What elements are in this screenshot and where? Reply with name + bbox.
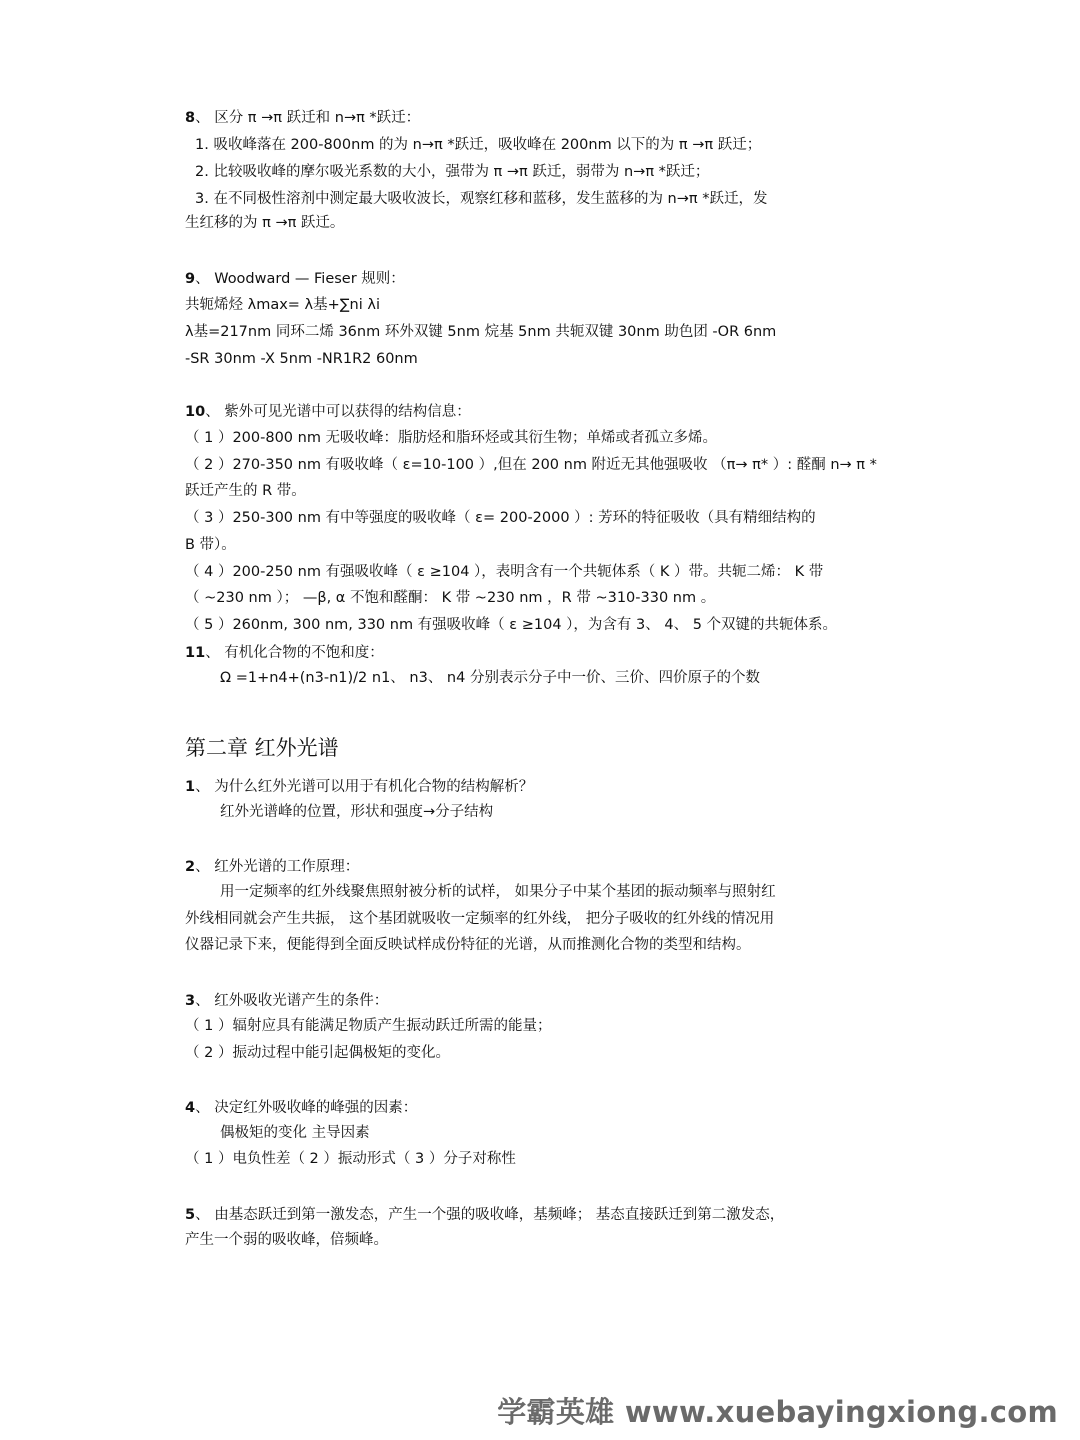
q10-heading bbox=[185, 402, 471, 422]
ch2-q2-line-1: 用一定频率的红外线聚焦照射被分析的试样， 如果分子中某个基团的振动频率与照射红 bbox=[220, 884, 776, 900]
q11-formula: Ω =1+n4+(n3-n1)/2 n1、 n3、 n4 分别表示分子中一价、三价、四价原子的个数 bbox=[220, 670, 760, 686]
ch2-q2-number: 2 bbox=[185, 859, 196, 875]
q11-title: 、 有机化合物的不饱和度： bbox=[205, 645, 384, 661]
ch2-q3-line-1: （ 1 ）辐射应具有能满足物质产生振动跃迁所需的能量； bbox=[185, 1018, 552, 1034]
q8-item-1: 1. 吸收峰落在 200-800nm 的为 n→π *跃迁，吸收峰在 200nm 以下的为 π →π 跃迁； bbox=[195, 137, 762, 153]
q8-item-3: 3. 在不同极性溶剂中测定最大吸收波长，观察红移和蓝移，发生蓝移的为 n→π *跃迁，发 bbox=[195, 191, 768, 207]
ch2-q2-line-2: 外线相同就会产生共振， 这个基团就吸收一定频率的红外线， 把分子吸收的红外线的情况用 bbox=[185, 911, 775, 927]
ch2-q5-line-1 bbox=[185, 1205, 784, 1225]
q8-item-3-cont: 生红移的为 π →π 跃迁。 bbox=[185, 215, 345, 231]
ch2-q1-number: 1 bbox=[185, 779, 196, 795]
chapter-title: 第二章 红外光谱 bbox=[185, 736, 339, 760]
q10-line-2: （ 2 ）270-350 nm 有吸收峰（ ε=10-100 ）,但在 200 nm 附近无其他强吸收 （π→ π* ）: 醛酮 n→ π * bbox=[185, 457, 877, 473]
watermark: 学霸英雄 www.xuebayingxiong.com bbox=[497, 1395, 1058, 1429]
q10-line-5: B 带）。 bbox=[185, 537, 236, 553]
ch2-q4-title: 、 决定红外吸收峰的峰强的因素： bbox=[195, 1100, 418, 1116]
ch2-q4-line-2: （ 1 ）电负性差（ 2 ）振动形式（ 3 ）分子对称性 bbox=[185, 1151, 516, 1167]
ch2-q5-text: 、 由基态跃迁到第一激发态，产生一个强的吸收峰，基频峰； 基态直接跃迁到第二激发态， bbox=[195, 1207, 785, 1223]
ch2-q2-title: 、 红外光谱的工作原理： bbox=[195, 859, 360, 875]
ch2-q2-line-3: 仪器记录下来，便能得到全面反映试样成份特征的光谱，从而推测化合物的类型和结构。 bbox=[185, 937, 751, 953]
ch2-q3-line-2: （ 2 ）振动过程中能引起偶极矩的变化。 bbox=[185, 1045, 450, 1061]
q8-item-2: 2. 比较吸收峰的摩尔吸光系数的大小，强带为 π →π 跃迁，弱带为 n→π *跃迁； bbox=[195, 164, 710, 180]
q9-formula: 共轭烯烃 λmax= λ基+∑ni λi bbox=[185, 297, 380, 313]
ch2-q1-title: 、 为什么红外光谱可以用于有机化合物的结构解析？ bbox=[195, 779, 534, 795]
ch2-q5-number: 5 bbox=[185, 1207, 196, 1223]
q9-title: 、 Woodward — Fieser 规则： bbox=[195, 271, 405, 287]
ch2-q3-number: 3 bbox=[185, 993, 196, 1009]
q8-number: 8 bbox=[185, 110, 196, 126]
q9-values-line-1: λ基=217nm 同环二烯 36nm 环外双键 5nm 烷基 5nm 共轭双键 30nm 助色团 -OR 6nm bbox=[185, 324, 777, 340]
ch2-q4-line-1: 偶极矩的变化 主导因素 bbox=[220, 1125, 370, 1141]
q8-heading bbox=[185, 108, 420, 128]
ch2-q3-title: 、 红外吸收光谱产生的条件： bbox=[195, 993, 389, 1009]
ch2-q1-heading bbox=[185, 777, 533, 797]
q11-heading bbox=[185, 643, 384, 663]
q10-line-3: 跃迁产生的 R 带。 bbox=[185, 483, 306, 499]
q10-line-4: （ 3 ）250-300 nm 有中等强度的吸收峰（ ε= 200-2000 ）: 芳环的特征吸收（具有精细结构的 bbox=[185, 510, 816, 526]
q10-line-7: （ ~230 nm ）； —β, α 不饱和醛酮： K 带 ~230 nm ，R 带 ~310-330 nm 。 bbox=[185, 590, 716, 606]
q10-number: 10 bbox=[185, 404, 206, 420]
q10-line-8: （ 5 ）260nm, 300 nm, 330 nm 有强吸收峰（ ε ≥104 ），为含有 3、 4、 5 个双键的共轭体系。 bbox=[185, 617, 838, 633]
q8-title: 、 区分 π →π 跃迁和 n→π *跃迁： bbox=[195, 110, 421, 126]
ch2-q2-heading bbox=[185, 857, 359, 877]
ch2-q4-heading bbox=[185, 1098, 417, 1118]
q11-number: 11 bbox=[185, 645, 206, 661]
ch2-q4-number: 4 bbox=[185, 1100, 196, 1116]
q10-line-6: （ 4 ）200-250 nm 有强吸收峰（ ε ≥104 ），表明含有一个共轭体系（ K ）带。共轭二烯： K 带 bbox=[185, 564, 824, 580]
ch2-q3-heading bbox=[185, 991, 388, 1011]
q9-number: 9 bbox=[185, 271, 196, 287]
q10-line-1: （ 1 ）200-800 nm 无吸收峰：脂肪烃和脂环烃或其衍生物；单烯或者孤立多烯。 bbox=[185, 430, 718, 446]
q9-values-line-2: -SR 30nm -X 5nm -NR1R2 60nm bbox=[185, 351, 418, 367]
ch2-q5-line-2: 产生一个弱的吸收峰，倍频峰。 bbox=[185, 1232, 388, 1248]
q9-heading bbox=[185, 269, 405, 289]
q10-title: 、 紫外可见光谱中可以获得的结构信息： bbox=[205, 404, 471, 420]
ch2-q1-answer: 红外光谱峰的位置，形状和强度→分子结构 bbox=[220, 804, 494, 820]
